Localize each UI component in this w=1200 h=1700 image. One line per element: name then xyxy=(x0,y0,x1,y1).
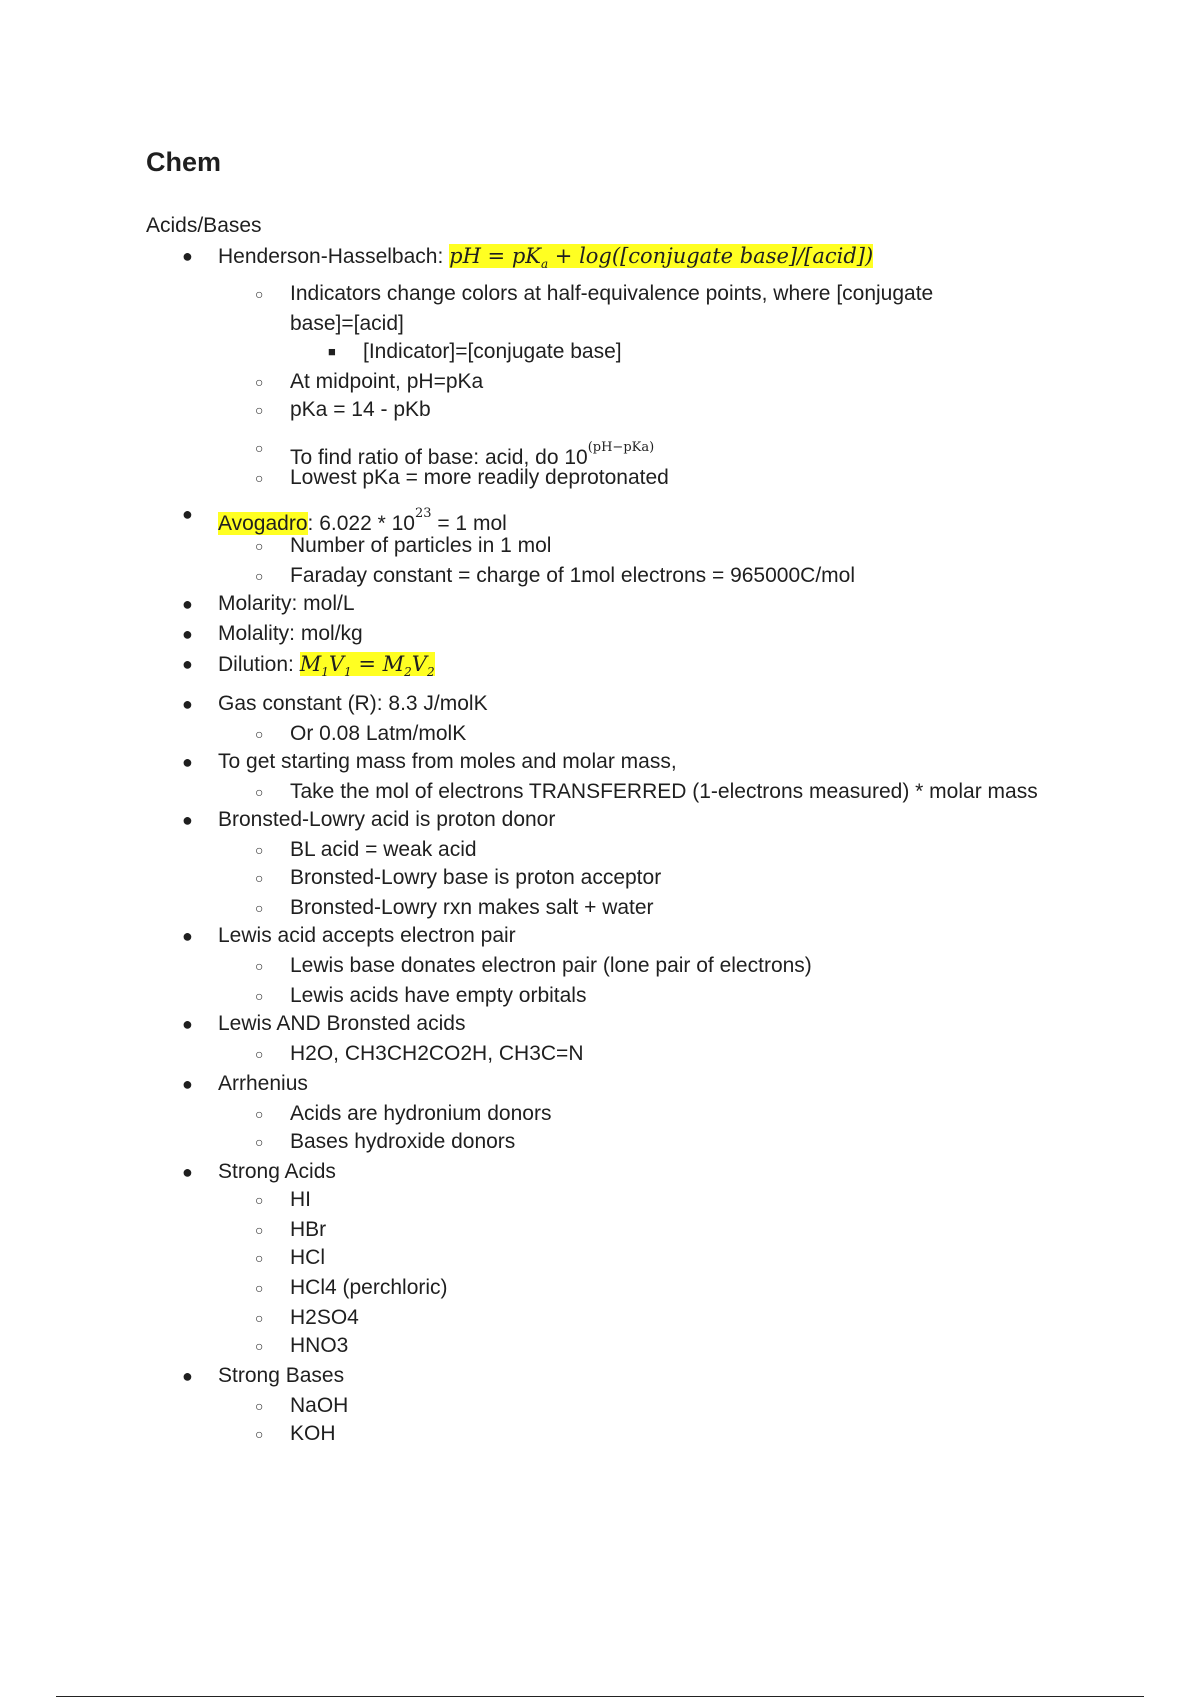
list-item-starting-mass: To get starting mass from moles and molar mass, xyxy=(218,750,677,773)
bullet-icon: ● xyxy=(182,504,193,524)
exponent: (pH−pKa) xyxy=(587,440,655,455)
bullet-icon: ● xyxy=(182,246,193,266)
circle-bullet-icon: ○ xyxy=(255,1046,264,1062)
page-bottom-rule xyxy=(56,1696,1144,1697)
list-item: HBr xyxy=(290,1218,327,1241)
bullet-icon: ● xyxy=(182,1074,193,1094)
circle-bullet-icon: ○ xyxy=(255,402,264,418)
list-item: HCl4 (perchloric) xyxy=(290,1276,448,1299)
list-item: BL acid = weak acid xyxy=(290,838,477,861)
circle-bullet-icon: ○ xyxy=(255,842,264,858)
section-heading: Acids/Bases xyxy=(146,214,262,237)
list-item: H2SO4 xyxy=(290,1306,359,1329)
list-item: H2O, CH3CH2CO2H, CH3C=N xyxy=(290,1042,584,1065)
list-item-molarity: Molarity: mol/L xyxy=(218,592,355,615)
list-item-arrhenius: Arrhenius xyxy=(218,1072,308,1095)
list-item: KOH xyxy=(290,1422,336,1445)
circle-bullet-icon: ○ xyxy=(255,1250,264,1266)
list-item-strong-bases: Strong Bases xyxy=(218,1364,345,1387)
circle-bullet-icon: ○ xyxy=(255,1426,264,1442)
document-title: Chem xyxy=(146,147,222,177)
bullet-icon: ● xyxy=(182,694,193,714)
circle-bullet-icon: ○ xyxy=(255,870,264,886)
list-item: Lowest pKa = more readily deprotonated xyxy=(290,466,669,489)
bullet-icon: ● xyxy=(182,926,193,946)
list-item: Take the mol of electrons TRANSFERRED (1-electrons measured) * molar mass xyxy=(290,780,1038,803)
circle-bullet-icon: ○ xyxy=(255,1192,264,1208)
bullet-icon: ● xyxy=(182,624,193,644)
dilution-formula: $M_1V_1 = M_2V_2$ xyxy=(299,652,435,680)
list-item: Faraday constant = charge of 1mol electrons = 965000C/mol xyxy=(290,564,855,587)
list-item-bronsted-lowry: Bronsted-Lowry acid is proton donor xyxy=(218,808,556,831)
list-item: Lewis base donates electron pair (lone pair of electrons) xyxy=(290,954,812,977)
bullet-icon: ● xyxy=(182,1162,193,1182)
list-item: Acids are hydronium donors xyxy=(290,1102,552,1125)
circle-bullet-icon: ○ xyxy=(255,1106,264,1122)
list-item: HNO3 xyxy=(290,1334,349,1357)
henderson-hasselbach-formula: pH = $pK_a$ + log([conjugate base]/[acid]) xyxy=(449,244,874,272)
circle-bullet-icon: ○ xyxy=(255,958,264,974)
circle-bullet-icon: ○ xyxy=(255,988,264,1004)
list-item: pKa = 14 - pKb xyxy=(290,398,431,421)
circle-bullet-icon: ○ xyxy=(255,286,264,302)
bullet-icon: ● xyxy=(182,1014,193,1034)
list-item-avogadro: Avogadro: $6.022 * 10^{23} = 1$ mol xyxy=(218,506,507,535)
list-item: Bronsted-Lowry rxn makes salt + water xyxy=(290,896,654,919)
list-item: Bronsted-Lowry base is proton acceptor xyxy=(290,866,662,889)
circle-bullet-icon: ○ xyxy=(255,1280,264,1296)
circle-bullet-icon: ○ xyxy=(255,1338,264,1354)
list-item-dilution: Dilution: $M_1V_1 = M_2V_2$ xyxy=(218,652,435,680)
avogadro-highlight: Avogadro xyxy=(218,512,308,535)
list-item: Lewis acids have empty orbitals xyxy=(290,984,587,1007)
bullet-icon: ● xyxy=(182,752,193,772)
list-item-lewis-bronsted: Lewis AND Bronsted acids xyxy=(218,1012,466,1035)
circle-bullet-icon: ○ xyxy=(255,784,264,800)
circle-bullet-icon: ○ xyxy=(255,726,264,742)
list-item: At midpoint, pH=pKa xyxy=(290,370,484,393)
list-item: [Indicator]=[conjugate base] xyxy=(363,340,622,363)
list-item: Indicators change colors at half-equivalence points, where [conjugate xyxy=(290,282,934,305)
square-bullet-icon: ■ xyxy=(328,344,336,359)
list-item-label: Henderson-Hasselbach: xyxy=(218,245,450,268)
circle-bullet-icon: ○ xyxy=(255,538,264,554)
bullet-icon: ● xyxy=(182,654,193,674)
circle-bullet-icon: ○ xyxy=(255,1222,264,1238)
bullet-icon: ● xyxy=(182,810,193,830)
list-item: Bases hydroxide donors xyxy=(290,1130,516,1153)
list-item-continuation: base]=[acid] xyxy=(290,312,404,335)
list-item: Or 0.08 Latm/molK xyxy=(290,722,467,745)
circle-bullet-icon: ○ xyxy=(255,900,264,916)
circle-bullet-icon: ○ xyxy=(255,1398,264,1414)
exponent: 23 xyxy=(414,506,432,521)
list-item: Number of particles in 1 mol xyxy=(290,534,552,557)
list-item-henderson-hasselbach xyxy=(218,242,873,278)
circle-bullet-icon: ○ xyxy=(255,1310,264,1326)
bullet-icon: ● xyxy=(182,1366,193,1386)
circle-bullet-icon: ○ xyxy=(255,374,264,390)
list-item-ratio: To find ratio of base: acid, do $10^{(pH-pKa)}$ xyxy=(290,440,655,469)
list-item: NaOH xyxy=(290,1394,349,1417)
list-item: HCl xyxy=(290,1246,325,1269)
list-item-molality: Molality: mol/kg xyxy=(218,622,363,645)
bullet-icon: ● xyxy=(182,594,193,614)
circle-bullet-icon: ○ xyxy=(255,1134,264,1150)
circle-bullet-icon: ○ xyxy=(255,568,264,584)
list-item: HI xyxy=(290,1188,311,1211)
list-item-gas-constant: Gas constant (R): 8.3 J/molK xyxy=(218,692,488,715)
circle-bullet-icon: ○ xyxy=(255,470,264,486)
list-item-lewis: Lewis acid accepts electron pair xyxy=(218,924,516,947)
list-item-strong-acids: Strong Acids xyxy=(218,1160,336,1183)
circle-bullet-icon: ○ xyxy=(255,440,264,456)
